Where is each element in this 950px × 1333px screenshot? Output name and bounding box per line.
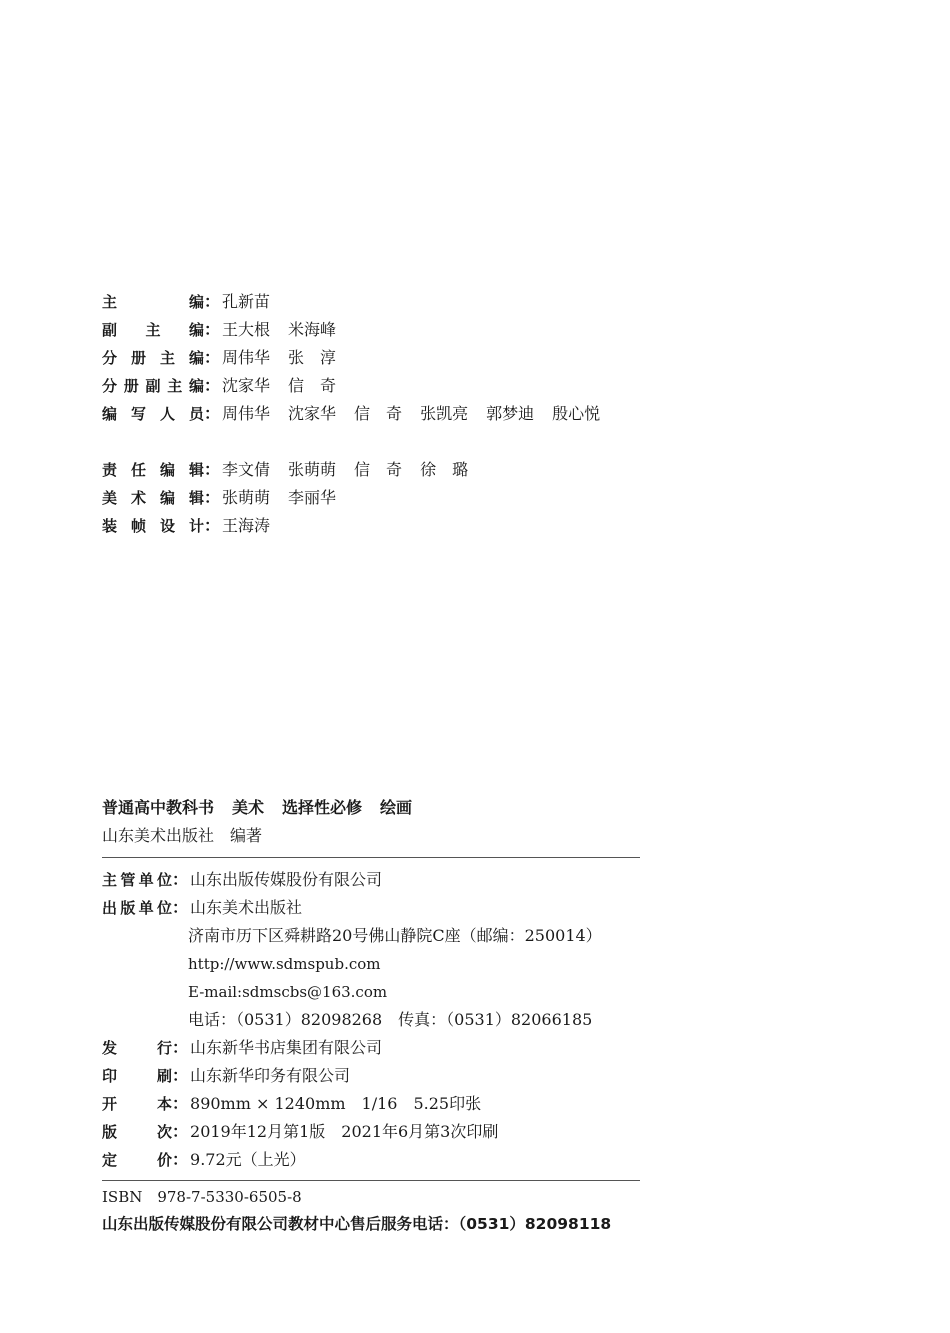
- colon: ：: [204, 460, 221, 479]
- credit-label: 美术编辑: [102, 489, 204, 507]
- credit-name: 信 奇: [288, 376, 337, 395]
- pub-address: 济南市历下区舜耕路20号佛山静院C座（邮编：250014）: [188, 926, 602, 945]
- credit-name: 张萌萌: [222, 488, 271, 507]
- colon: ：: [172, 1150, 189, 1169]
- title-part: 美术: [232, 798, 265, 817]
- credit-name: 米海峰: [288, 320, 337, 339]
- credit-row-responsible-editor: [102, 457, 468, 483]
- pub-value: 9.72元（上光）: [190, 1150, 306, 1169]
- colon: ：: [172, 1094, 189, 1113]
- colon: ：: [172, 1122, 189, 1141]
- credit-name: 张凯亮: [420, 404, 469, 423]
- colon: ：: [204, 320, 221, 339]
- pub-label: 出版单位: [102, 899, 172, 917]
- pub-row-printer: [102, 1063, 350, 1089]
- pub-value: 山东新华印务有限公司: [190, 1066, 351, 1085]
- pub-label: 印刷: [102, 1067, 172, 1085]
- credit-name: 李文倩: [222, 460, 271, 479]
- isbn: ISBN 978-7-5330-6505-8: [102, 1188, 302, 1206]
- credit-name: 郭梦迪: [486, 404, 535, 423]
- credit-name: 信 奇: [354, 404, 403, 423]
- credit-row-volume-deputy-editor: [102, 373, 336, 399]
- credit-name: 王海涛: [222, 516, 271, 535]
- credit-name: 张 淳: [288, 348, 337, 367]
- pub-value: 山东美术出版社: [190, 898, 303, 917]
- colon: ：: [204, 292, 221, 311]
- credit-name: 张萌萌: [288, 460, 337, 479]
- pub-label: 定价: [102, 1151, 172, 1169]
- book-author: 山东美术出版社 编著: [102, 826, 263, 845]
- credit-row-binding-design: [102, 513, 270, 539]
- credit-name: 周伟华: [222, 404, 271, 423]
- pub-value: 890mm × 1240mm 1/16 5.25印张: [190, 1094, 482, 1113]
- credit-label: 责任编辑: [102, 461, 204, 479]
- credit-name: 王大根: [222, 320, 271, 339]
- credit-row-chief-editor: [102, 289, 270, 315]
- credit-name: 沈家华: [222, 376, 271, 395]
- colon: ：: [204, 516, 221, 535]
- credit-row-volume-editor: [102, 345, 336, 371]
- colon: ：: [204, 348, 221, 367]
- pub-row-supervisor: [102, 867, 382, 893]
- credit-row-art-editor: [102, 485, 336, 511]
- credit-label: 装帧设计: [102, 517, 204, 535]
- pub-label: 主管单位: [102, 871, 172, 889]
- pub-label: 发行: [102, 1039, 172, 1057]
- colon: ：: [204, 376, 221, 395]
- pub-email: E-mail:sdmscbs@163.com: [188, 983, 388, 1001]
- credit-name: 孔新苗: [222, 292, 271, 311]
- pub-value: 2019年12月第1版 2021年6月第3次印刷: [190, 1122, 499, 1141]
- credit-row-writers: [102, 401, 600, 427]
- pub-website: http://www.sdmspub.com: [188, 955, 381, 973]
- credit-name: 徐 璐: [420, 460, 469, 479]
- credit-label: 分册主编: [102, 349, 204, 367]
- colon: ：: [204, 488, 221, 507]
- credit-label: 编写人员: [102, 405, 204, 423]
- pub-row-format: [102, 1091, 481, 1117]
- pub-row-publisher: [102, 895, 302, 921]
- colon: ：: [172, 898, 189, 917]
- credit-name: 殷心悦: [552, 404, 601, 423]
- pub-value: 山东新华书店集团有限公司: [190, 1038, 383, 1057]
- credit-name: 信 奇: [354, 460, 403, 479]
- credit-label: 分册副主编: [102, 377, 204, 395]
- credit-label: 副主编: [102, 321, 204, 339]
- service-hotline: 山东出版传媒股份有限公司教材中心售后服务电话：（0531）82098118: [102, 1215, 612, 1233]
- title-part: 选择性必修: [282, 798, 363, 817]
- divider: [102, 857, 640, 858]
- credit-label: 主编: [102, 293, 204, 311]
- colon: ：: [204, 404, 221, 423]
- divider: [102, 1180, 640, 1181]
- pub-row-distributor: [102, 1035, 382, 1061]
- credit-name: 李丽华: [288, 488, 337, 507]
- pub-label: 版次: [102, 1123, 172, 1141]
- title-part: 绘画: [380, 798, 413, 817]
- pub-row-edition: [102, 1119, 498, 1145]
- book-title: [102, 795, 412, 821]
- pub-value: 山东出版传媒股份有限公司: [190, 870, 383, 889]
- credit-name: 沈家华: [288, 404, 337, 423]
- pub-label: 开本: [102, 1095, 172, 1113]
- pub-phone: 电话：（0531）82098268 传真：（0531）82066185: [188, 1010, 593, 1029]
- title-part: 普通高中教科书: [102, 798, 215, 817]
- credit-name: 周伟华: [222, 348, 271, 367]
- credit-row-deputy-editor: [102, 317, 336, 343]
- pub-row-price: [102, 1147, 306, 1173]
- colon: ：: [172, 1066, 189, 1085]
- colon: ：: [172, 870, 189, 889]
- colon: ：: [172, 1038, 189, 1057]
